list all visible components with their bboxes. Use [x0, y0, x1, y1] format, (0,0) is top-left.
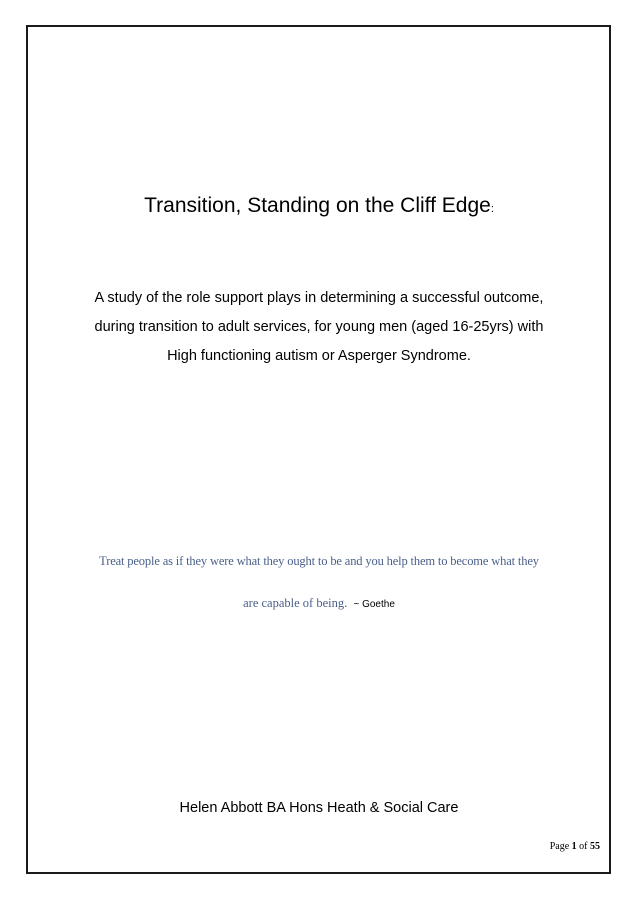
page-border — [26, 25, 611, 874]
page-label: Page — [549, 841, 570, 852]
document-title — [0, 192, 638, 223]
title-text: Transition, Standing on the Cliff Edge — [144, 194, 491, 217]
quote-line-2 — [28, 596, 610, 611]
quote-line-1: Treat people as if they were what they ought to be and you help them to become what they — [99, 554, 539, 568]
page-total: 55 — [590, 841, 600, 852]
page-current: 1 — [571, 841, 577, 852]
author-line: Helen Abbott BA Hons Heath & Social Care — [179, 800, 459, 816]
page-number — [550, 841, 600, 852]
of-label: of — [579, 841, 588, 852]
title-colon: : — [490, 203, 494, 215]
quote-attribution: ~ Goethe — [353, 599, 395, 610]
subtitle-line-3: High functioning autism or Asperger Syndrome. — [167, 348, 471, 364]
quote-line-2-text: are capable of being. — [243, 596, 348, 610]
subtitle-line-1: A study of the role support plays in determining a successful outcome, — [94, 290, 544, 306]
subtitle-line-2: during transition to adult services, for young men (aged 16-25yrs) with — [94, 319, 544, 335]
